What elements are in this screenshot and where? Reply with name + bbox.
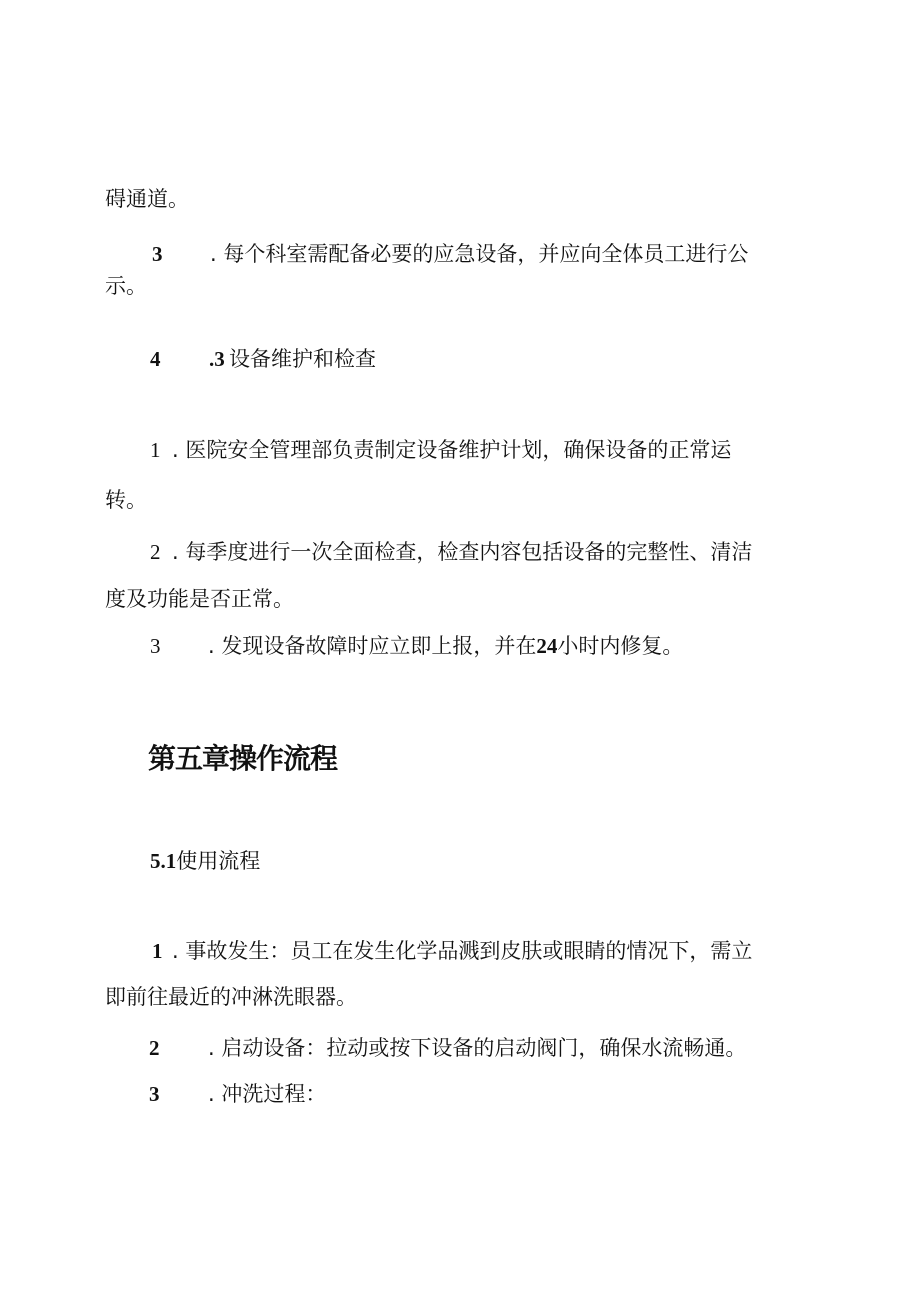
list-number: 1 <box>152 939 163 963</box>
list-text: . 每季度进行一次全面检查，检查内容包括设备的完整性、清洁 <box>172 540 753 564</box>
section-number-sub: .3 <box>209 347 225 371</box>
chapter-title: 第五章操作流程 <box>148 742 338 775</box>
list-text: . 启动设备：拉动或按下设备的启动阀门，确保水流畅通。 <box>208 1036 747 1060</box>
text: 示。 <box>105 274 147 298</box>
section-number: 5.1 <box>150 849 177 873</box>
section-heading <box>150 845 260 875</box>
list-number: 2 <box>149 1036 160 1060</box>
list-text: . 事故发生：员工在发生化学品溅到皮肤或眼睛的情况下，需立 <box>172 939 753 963</box>
list-number: 1 <box>150 438 161 462</box>
list-number: 3 <box>149 1082 160 1106</box>
text-part: . 发现设备故障时应立即上报，并在 <box>208 634 537 658</box>
text: 度及功能是否正常。 <box>105 587 294 611</box>
list-text: . 医院安全管理部负责制定设备维护计划，确保设备的正常运 <box>172 438 732 462</box>
text-part: 小时内修复。 <box>557 634 684 658</box>
list-number: 3 <box>152 242 163 266</box>
section-number: 4 <box>150 347 161 371</box>
section-title: 使用流程 <box>176 849 261 873</box>
text: 即前往最近的冲淋洗眼器。 <box>105 985 357 1009</box>
text: 碍通道。 <box>105 187 189 211</box>
list-number: 3 <box>150 634 161 658</box>
list-text: . 冲洗过程： <box>208 1082 327 1106</box>
text: 转。 <box>105 488 147 512</box>
list-text: . 每个科室需配备必要的应急设备，并应向全体员工进行公 <box>210 242 749 266</box>
section-title: 设备维护和检查 <box>229 347 376 371</box>
hours-number: 24 <box>536 634 558 658</box>
list-text <box>208 633 683 659</box>
list-number: 2 <box>150 540 161 564</box>
